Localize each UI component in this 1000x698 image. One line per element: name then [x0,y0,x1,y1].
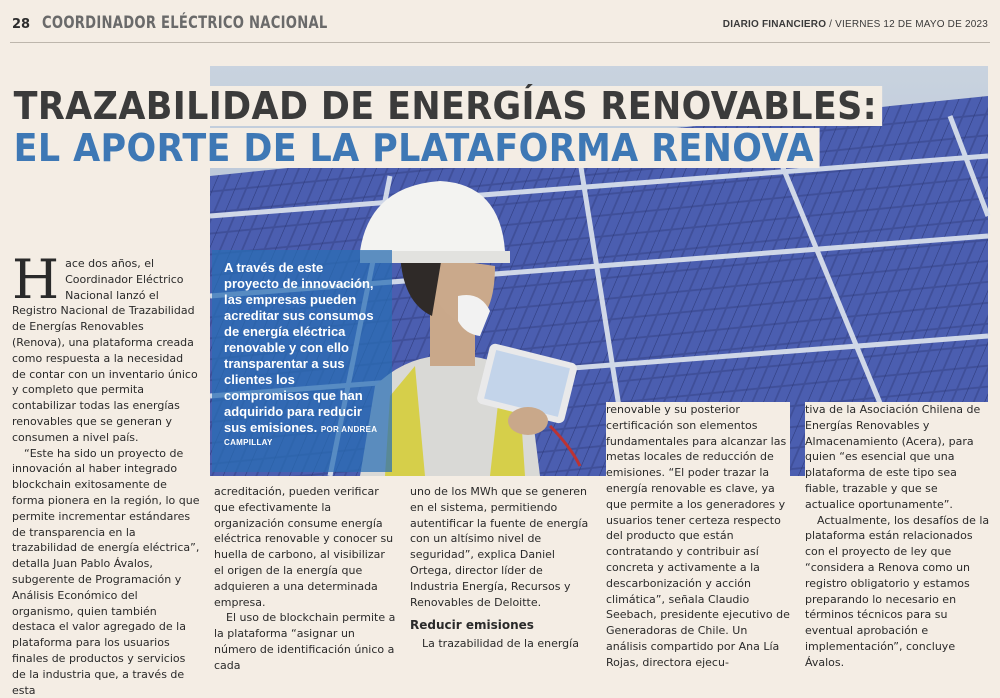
paragraph: La trazabilidad de la energía [422,637,579,651]
byline-name: CAMPILLAY [224,438,273,447]
paragraph: tiva de la Asociación Chilena de Energías Renovables y Almacenamiento (Acera), para quien “es esencial que una plataforma de este tipo sea fiable, trazable y que se actualice oportunamente”. [805,403,981,511]
paragraph: renovable y su posterior certificación son elementos fundamentales para alcanzar las metas locales de reducción de emisiones. “El poder trazar la energía renovable es clave, ya que permite a los generadores y usuarios tener certeza respecto del producto que están contratando y contribuir así concreta y activamente a la descarbonización y acción climática”, señala Claudio Seebach, presidente ejecutivo de Generadoras de Chile. Un análisis compartido por Ana Lía Rojas, directora ejecu- [606,403,790,669]
paragraph: acreditación, pueden verificar que efectivamente la organización consume energía eléctrica renovable y conocer su huella de carbono, al visibilizar el origen de la energía que adquieren a una determinada empresa. [214,485,394,609]
article-column-3 [410,484,590,652]
section-name: COORDINADOR ELÉCTRICO NACIONAL [42,13,328,33]
publication-info [723,19,988,30]
byline-prefix: POR ANDREA [320,425,378,434]
article-column-1 [12,248,200,698]
paragraph: ace dos años, el Coordinador Eléctrico Nacional lanzó el Registro Nacional de Trazabilidad de Energías Renovables (Renova), una plataforma creada como respuesta a la necesidad de contar con un inventario único y completo que permita contabilizar todas las energías renovables que se generan y consumen a nivel país. [12,257,198,444]
paragraph: “Este ha sido un proyecto de innovación al haber integrado blockchain exitosamente de forma pionera en la región, lo que permite incrementar estándares de transparencia en la trazabilidad de energía eléctrica”, detalla Juan Pablo Ávalos, subgerente de Programación y Análisis Económico del organismo, quien también destaca el valor agregado de la plataforma para los usuarios finales de productos y servicios de la industria que, a través de esta [12,446,200,697]
callout-text [224,260,380,438]
paragraph: El uso de blockchain permite a la plataforma “asignar un número de identificación único a cada [214,611,396,672]
callout-lead: A través de este proyecto de innovación, las empresas pueden acreditar sus consumos de energía eléctrica renovable y con ello transparentar a sus clientes los compromisos que han adquirido para reducir sus emisiones. [224,260,374,435]
paragraph: Actualmente, los desafíos de la plataforma están relacionados con el proyecto de ley que “considera a Renova como un registro obligatorio y estamos preparando lo necesario en términos técnicos para su eventual aprobación e implementación”, concluye Ávalos. [805,513,990,669]
page-header [0,0,1000,44]
publication-date: / VIERNES 12 DE MAYO DE 2023 [826,19,988,30]
newspaper-name: DIARIO FINANCIERO [722,19,827,30]
article-column-2 [214,484,396,674]
header-rule [10,42,990,43]
paragraph: uno de los MWh que se generen en el sistema, permitiendo autentificar la fuente de energía con un altísimo nivel de seguridad”, explica Daniel Ortega, director líder de Industria Energía, Recursos y Renovables de Deloitte. [410,485,589,609]
headline-line-2: EL APORTE DE LA PLATAFORMA RENOVA [10,128,819,168]
drop-cap: H [12,248,60,311]
headline-line-1: TRAZABILIDAD DE ENERGÍAS RENOVABLES: [10,86,883,126]
article-column-4 [606,402,790,671]
callout-box [212,250,392,472]
subheading: Reducir emisiones [410,618,534,633]
page-number: 28 [12,17,31,32]
article-column-5 [805,402,990,671]
